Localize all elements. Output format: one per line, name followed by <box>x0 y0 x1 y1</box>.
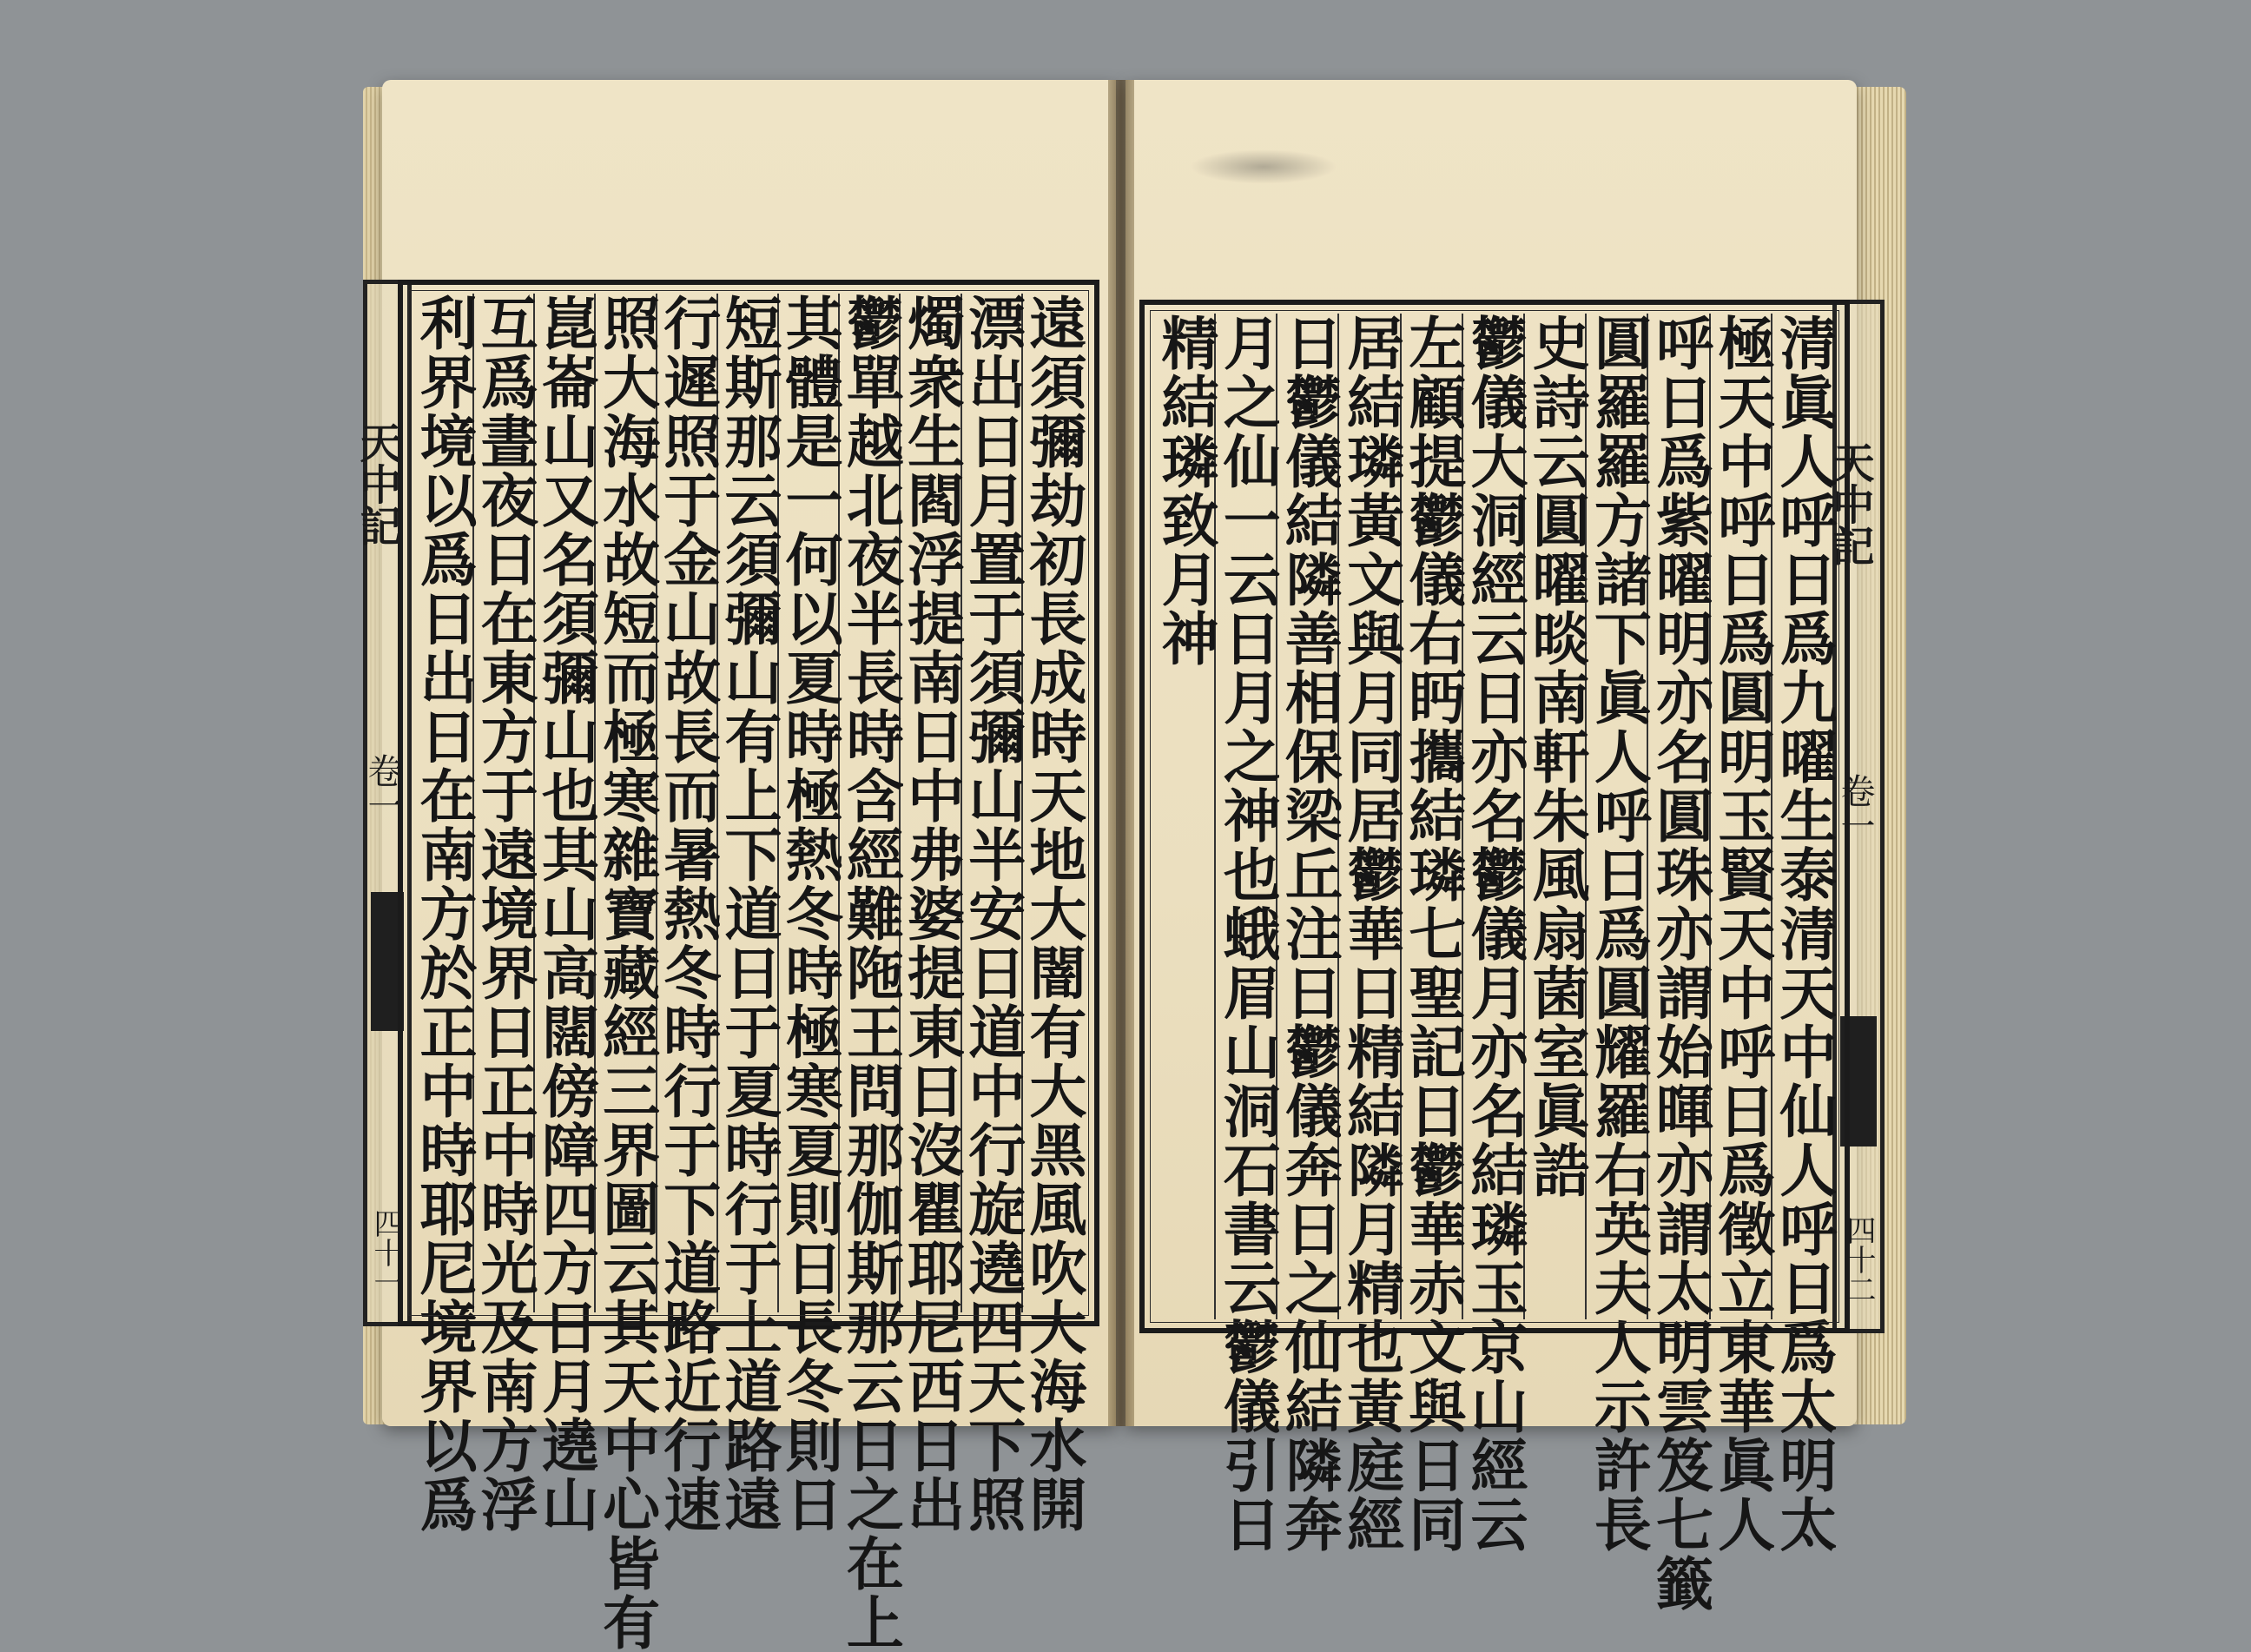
text-column: 左顧提鬱儀右眄攜結璘七聖記日鬱華赤文與日同 <box>1398 314 1467 1554</box>
text-column: 互爲晝夜日在東方于遠境界日正中時光及南方浮 <box>471 294 539 1534</box>
text-column: 圓羅羅方諸下眞人呼日爲圓耀羅右英夫人示許長 <box>1584 314 1653 1554</box>
text-column: 照大海水故短而極寒雜寶藏經三界圖云其天中心皆有 <box>592 294 661 1652</box>
text-column: 居結璘黃文與月同居鬱華日精結隣月精也黃庭經 <box>1337 314 1405 1554</box>
text-column: 漂出日月置于須彌山半安日道中行旋遶四天下照 <box>958 294 1026 1534</box>
left-margin-title: 天中記 <box>353 421 401 546</box>
text-column: 史詩云圓曜晱南軒朱風扇菌室眞誥 <box>1528 314 1587 1319</box>
text-column: 鬱儀大洞經云日亦名鬱儀月亦名結璘玉京山經云 <box>1460 314 1528 1554</box>
text-column: 利界境以爲日出日在南方於正中時耶尼境界以爲 <box>410 294 478 1534</box>
left-margin-page-number: 四十一 <box>368 1208 403 1297</box>
faint-ink-mark <box>1190 149 1337 184</box>
text-column: 精結璘致月神 <box>1157 314 1216 1319</box>
text-column: 清眞人呼日爲九曜生泰清天中仙人呼日爲太明太 <box>1769 314 1838 1554</box>
text-column: 日鬱儀結隣善相保梁丘注日鬱儀奔日之仙結隣奔 <box>1275 314 1343 1554</box>
text-column: 燭衆生閻浮提南日中弗婆提東日沒瞿耶尼西日出 <box>897 294 966 1534</box>
text-column: 崑崙山又名須彌山也其山高闊傍障四方日月遶山 <box>531 294 600 1534</box>
left-text-frame <box>398 280 1099 1652</box>
right-margin-page-number: 四十二 <box>1841 1215 1876 1304</box>
text-column: 極天中呼日爲圓明玉賢天中呼日爲徵立東華眞人 <box>1707 314 1776 1554</box>
text-column: 鬱單越北夜半長時含經難陁王問那伽斯那云日之在上 <box>836 294 905 1652</box>
right-margin-title: 天中記 <box>1825 441 1874 566</box>
text-column: 遠須彌劫初長成時天地大闇有大黑風吹大海水開 <box>1019 294 1087 1534</box>
text-column: 月之仙一云日月之神也蛾眉山洞石書云鬱儀引日 <box>1213 314 1282 1554</box>
left-margin-juan: 卷一 <box>362 753 402 823</box>
right-text-columns <box>1152 314 1838 1613</box>
text-column: 其體是一何以夏時極熱冬時極寒夏則日長冬則日 <box>776 294 844 1534</box>
text-column: 行遲照于金山故長而暑熱冬時行于下道路近行速 <box>653 294 722 1534</box>
right-text-frame <box>1139 300 1850 1613</box>
right-margin-juan: 卷一 <box>1835 773 1875 843</box>
text-column: 呼日爲紫曜明亦名圓珠亦謂始暉亦謂太明雲笈七籤 <box>1646 314 1714 1613</box>
book-gutter <box>1108 80 1134 1426</box>
left-text-columns <box>410 294 1087 1652</box>
text-column: 短斯那云須彌山有上下道日于夏時行于上道路遠 <box>714 294 782 1534</box>
